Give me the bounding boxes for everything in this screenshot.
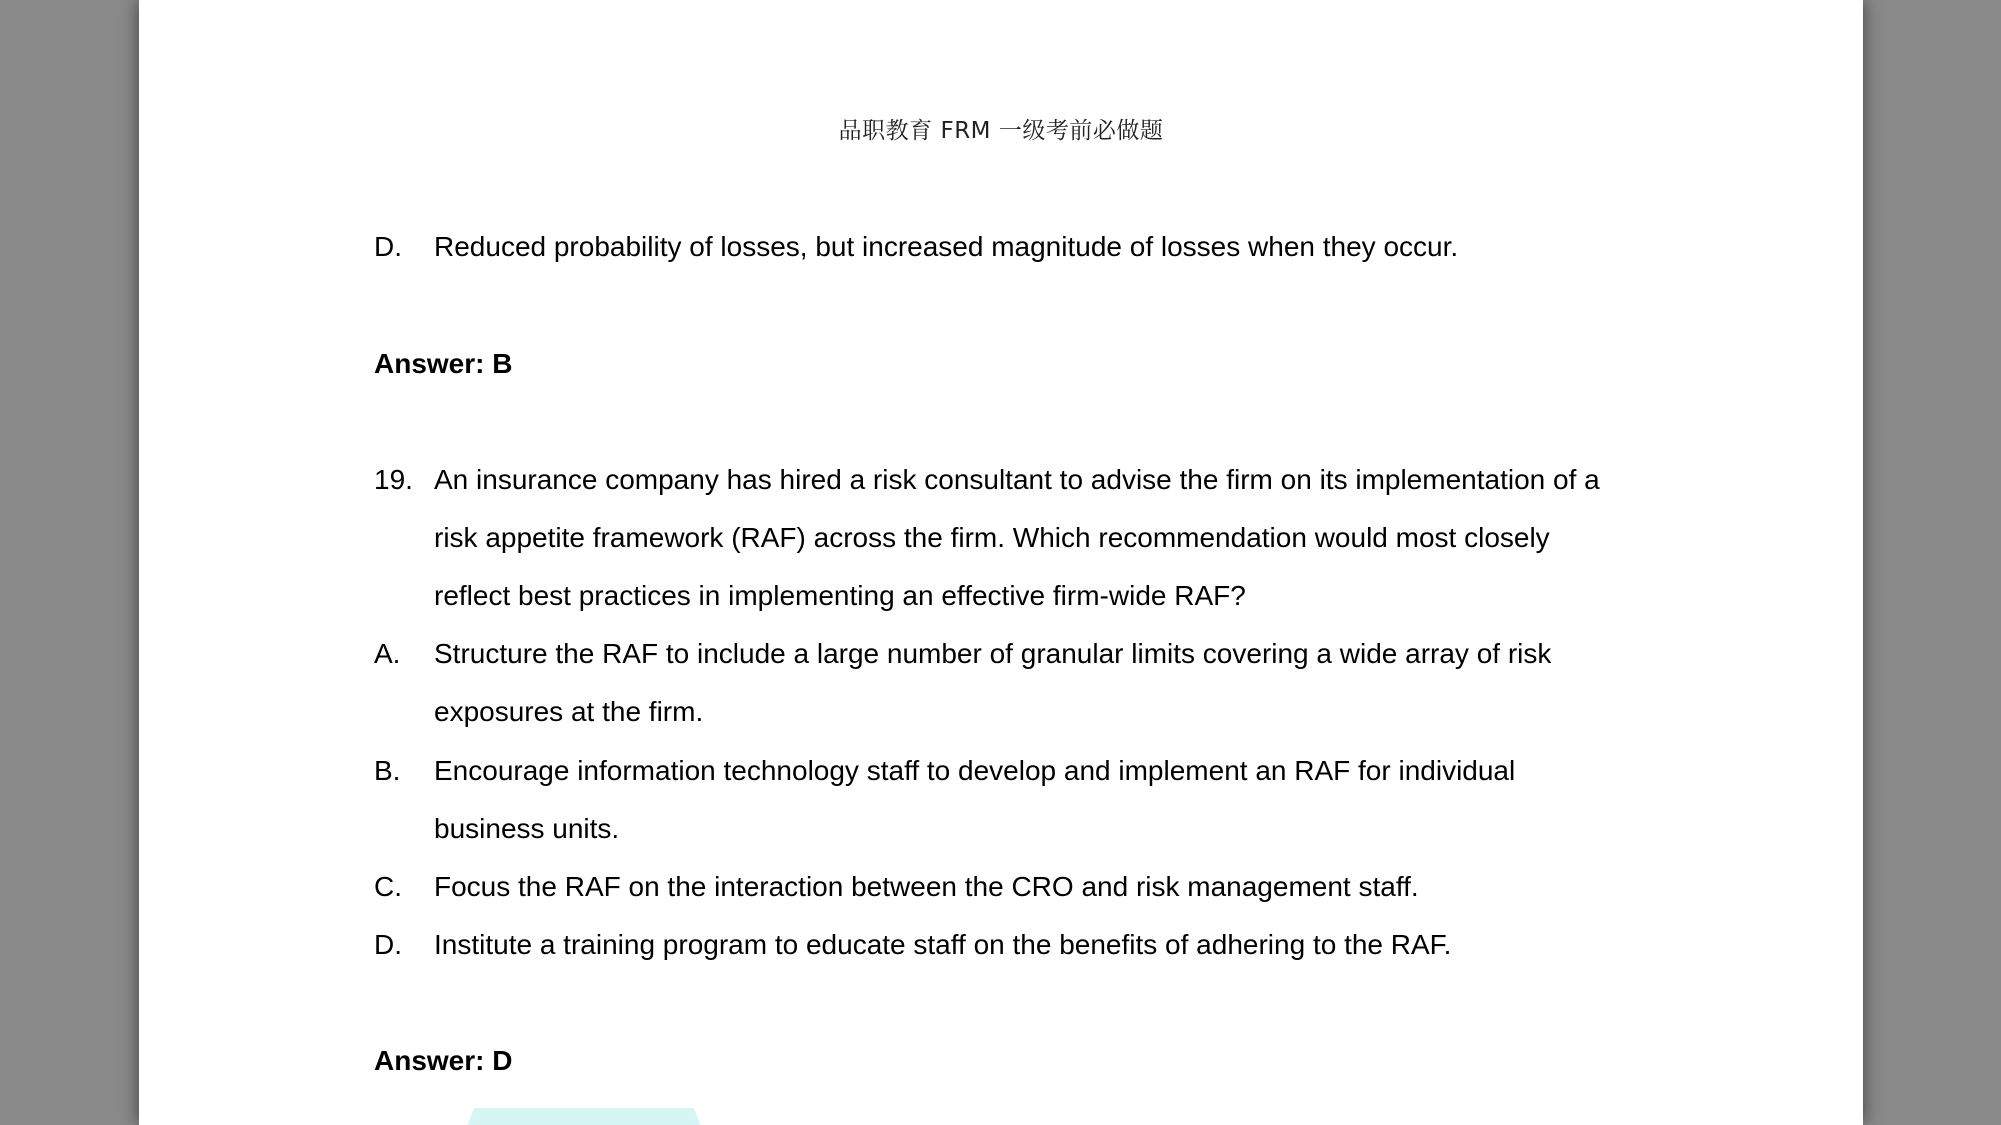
option-text: business units. (434, 813, 620, 844)
option-text: Reduced probability of losses, but increased magnitude of losses when they occur. (434, 231, 1459, 262)
page-header: 品职教育 FRM 一级考前必做题 (838, 118, 1164, 144)
option-text: Encourage information technology staff to develop and implement an RAF for individual (434, 755, 1516, 786)
question-number: 19. (374, 464, 413, 495)
question-stem-text: risk appetite framework (RAF) across the firm. Which recommendation would most closely (434, 522, 1550, 553)
option-label: D. (374, 929, 402, 960)
question-stem-text: reflect best practices in implementing an effective firm-wide RAF? (434, 580, 1246, 611)
option-text: Structure the RAF to include a large number of granular limits covering a wide array of risk (434, 638, 1552, 669)
watermark-shape (459, 1108, 709, 1125)
option-text: Focus the RAF on the interaction between the CRO and risk management staff. (434, 871, 1419, 902)
answer-text: Answer: B (374, 348, 513, 379)
document-page (139, 0, 1863, 1125)
option-label: C. (374, 871, 402, 902)
question-stem-text: An insurance company has hired a risk consultant to advise the firm on its implementation of a (434, 464, 1600, 495)
option-text: Institute a training program to educate staff on the benefits of adhering to the RAF. (434, 929, 1452, 960)
option-label: A. (374, 638, 401, 669)
option-label: D. (374, 231, 402, 262)
answer-text: Answer: D (374, 1045, 513, 1076)
option-text: exposures at the firm. (434, 696, 704, 727)
option-label: B. (374, 755, 401, 786)
